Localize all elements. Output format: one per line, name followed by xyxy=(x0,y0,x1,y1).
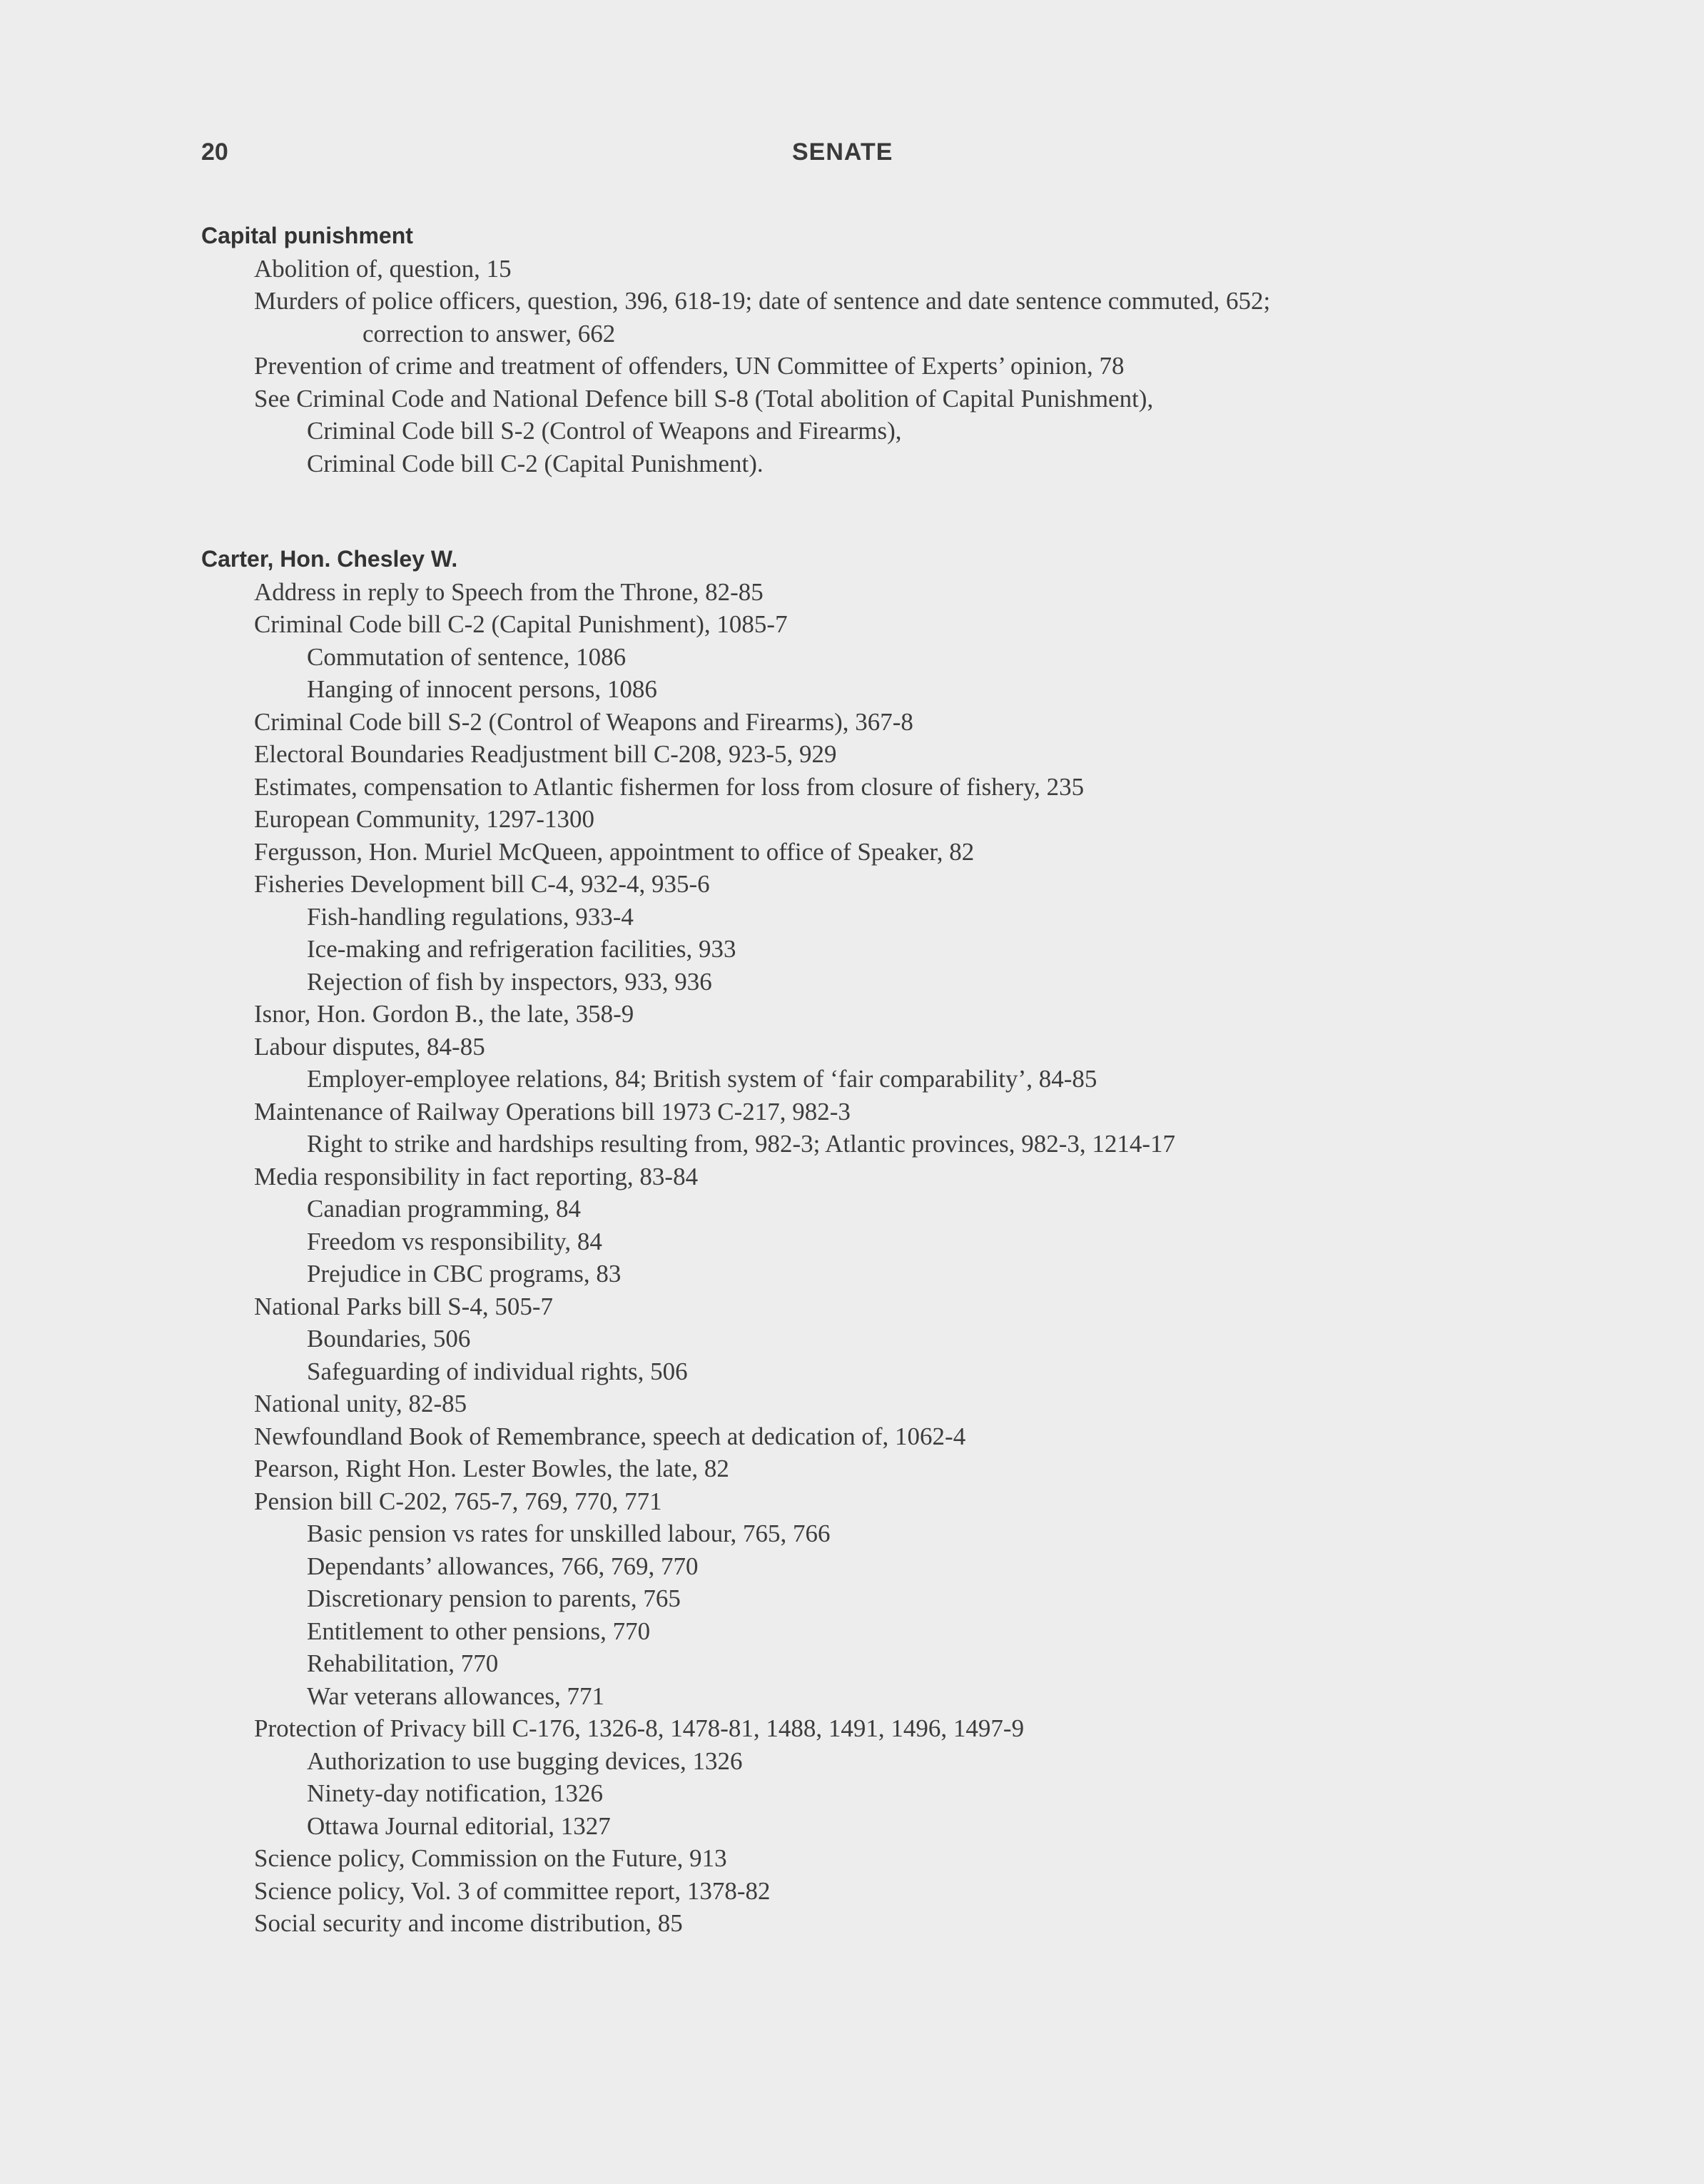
index-subentry: Safeguarding of individual rights, 506 xyxy=(307,1357,688,1385)
index-entry: Electoral Boundaries Readjustment bill C-208, 923-5, 929 xyxy=(254,740,837,768)
index-section xyxy=(201,220,1600,480)
page-number: 20 xyxy=(201,138,228,166)
index-subentry: Ninety-day notification, 1326 xyxy=(307,1779,604,1807)
index-entry: Estimates, compensation to Atlantic fishermen for loss from closure of fishery, 235 xyxy=(254,772,1085,801)
index-subentry: Fish-handling regulations, 933-4 xyxy=(307,902,634,931)
index-entry: Media responsibility in fact reporting, 83-84 xyxy=(254,1162,699,1190)
index-entry: Murders of police officers, question, 396, 618-19; date of sentence and date sentence commuted, 652; xyxy=(254,287,1271,315)
index-heading: Carter, Hon. Chesley W. xyxy=(201,546,458,572)
index-entry: Criminal Code bill S-2 (Control of Weapons and Firearms), 367-8 xyxy=(254,707,913,736)
index-entry: National unity, 82-85 xyxy=(254,1390,467,1417)
index-subentry: Rehabilitation, 770 xyxy=(307,1649,499,1677)
index-entry: Labour disputes, 84-85 xyxy=(254,1032,485,1061)
index-entry: Social security and income distribution, 85 xyxy=(254,1909,683,1937)
index-entry: Pearson, Right Hon. Lester Bowles, the late, 82 xyxy=(254,1455,729,1482)
index-subentry: War veterans allowances, 771 xyxy=(307,1682,605,1710)
index-subentry: Basic pension vs rates for unskilled labour, 765, 766 xyxy=(307,1520,831,1547)
index-body xyxy=(201,220,1600,1940)
index-subentry: correction to answer, 662 xyxy=(362,319,616,348)
index-entry: Fergusson, Hon. Muriel McQueen, appointment to office of Speaker, 82 xyxy=(254,837,975,866)
running-head: SENATE xyxy=(792,138,893,166)
index-entry: Science policy, Commission on the Future, 913 xyxy=(254,1844,727,1872)
index-entry: Maintenance of Railway Operations bill 1973 C-217, 982-3 xyxy=(254,1097,851,1126)
index-subentry: Boundaries, 506 xyxy=(307,1325,471,1353)
index-subentry: Canadian programming, 84 xyxy=(307,1195,581,1223)
index-entry: Isnor, Hon. Gordon B., the late, 358-9 xyxy=(254,1000,634,1028)
index-entry: European Community, 1297-1300 xyxy=(254,805,594,833)
index-entry: Science policy, Vol. 3 of committee report, 1378-82 xyxy=(254,1876,771,1905)
index-subentry: Ice-making and refrigeration facilities, 933 xyxy=(307,935,736,963)
index-subentry: Right to strike and hardships resulting from, 982-3; Atlantic provinces, 982-3, 1214-17 xyxy=(307,1130,1176,1158)
index-subentry: Employer-employee relations, 84; British system of ‘fair comparability’, 84-85 xyxy=(307,1065,1097,1093)
index-heading: Capital punishment xyxy=(201,223,413,248)
index-subentry: Entitlement to other pensions, 770 xyxy=(307,1617,651,1645)
index-subentry: Criminal Code bill S-2 (Control of Weapons and Firearms), xyxy=(307,417,902,445)
index-subentry: Commutation of sentence, 1086 xyxy=(307,642,627,671)
index-entry: See Criminal Code and National Defence bill S-8 (Total abolition of Capital Punishment), xyxy=(254,384,1154,413)
index-subentry: Discretionary pension to parents, 765 xyxy=(307,1584,681,1612)
index-subentry: Prejudice in CBC programs, 83 xyxy=(307,1260,622,1288)
index-entry: Newfoundland Book of Remembrance, speech at dedication of, 1062-4 xyxy=(254,1422,966,1450)
index-entry: Prevention of crime and treatment of offenders, UN Committee of Experts’ opinion, 78 xyxy=(254,352,1125,380)
index-entry: Pension bill C-202, 765-7, 769, 770, 771 xyxy=(254,1487,662,1515)
index-subentry: Dependants’ allowances, 766, 769, 770 xyxy=(307,1552,699,1580)
index-subentry: Rejection of fish by inspectors, 933, 936 xyxy=(307,967,712,996)
index-entry: Address in reply to Speech from the Throne, 82-85 xyxy=(254,577,764,606)
index-entry: Abolition of, question, 15 xyxy=(254,254,512,283)
index-subentry: Hanging of innocent persons, 1086 xyxy=(307,675,657,703)
page-header xyxy=(201,138,1593,174)
index-entry: Fisheries Development bill C-4, 932-4, 935-6 xyxy=(254,870,710,898)
index-entry: Criminal Code bill C-2 (Capital Punishment), 1085-7 xyxy=(254,610,788,638)
index-subentry: Authorization to use bugging devices, 1326 xyxy=(307,1746,743,1775)
index-subentry: Criminal Code bill C-2 (Capital Punishment). xyxy=(307,449,764,477)
index-entry: National Parks bill S-4, 505-7 xyxy=(254,1292,553,1320)
index-entry: Protection of Privacy bill C-176, 1326-8, 1478-81, 1488, 1491, 1496, 1497-9 xyxy=(254,1714,1025,1742)
index-subentry: Freedom vs responsibility, 84 xyxy=(307,1227,602,1255)
index-subentry: Ottawa Journal editorial, 1327 xyxy=(307,1811,611,1840)
index-section xyxy=(201,543,1600,1940)
